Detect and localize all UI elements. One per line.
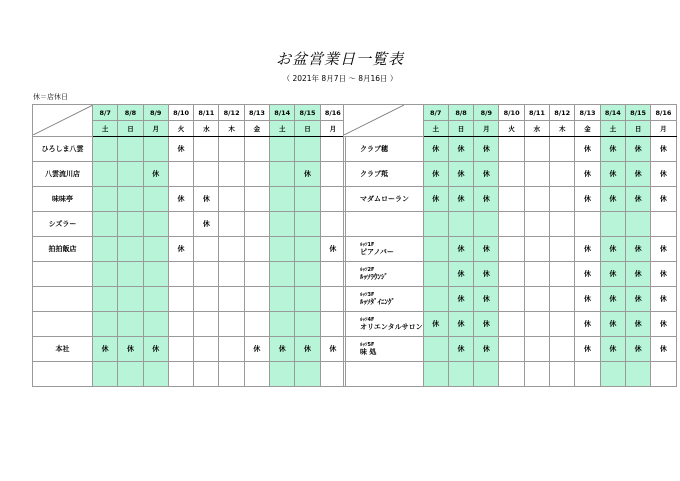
left-date-header: 8/7 [93, 105, 118, 121]
open-day-cell [143, 237, 168, 262]
open-day-cell [194, 312, 219, 337]
left-shop-name: 拍拍飯店 [33, 237, 93, 262]
open-day-cell [270, 287, 295, 312]
closed-day-cell: 休 [625, 337, 650, 362]
open-day-cell [143, 212, 168, 237]
open-day-cell [499, 187, 524, 212]
open-day-cell [320, 162, 345, 187]
open-day-cell [295, 212, 320, 237]
closed-day-cell: 休 [448, 312, 473, 337]
left-weekday-header: 土 [270, 121, 295, 137]
open-day-cell [423, 287, 448, 312]
open-day-cell [219, 237, 244, 262]
open-day-cell [219, 262, 244, 287]
closed-day-cell: 休 [244, 337, 269, 362]
open-day-cell [550, 287, 575, 312]
open-day-cell [625, 362, 650, 387]
open-day-cell [270, 237, 295, 262]
closed-day-cell: 休 [575, 262, 600, 287]
open-day-cell [550, 237, 575, 262]
open-day-cell [118, 312, 143, 337]
shop-name-label: 味 処 [360, 347, 377, 356]
left-date-header: 8/8 [118, 105, 143, 121]
closed-day-cell: 休 [448, 337, 473, 362]
closed-day-cell: 休 [651, 187, 676, 212]
open-day-cell [244, 362, 269, 387]
right-table-row [344, 237, 677, 262]
open-day-cell [219, 162, 244, 187]
left-table-row [33, 262, 346, 287]
closed-day-cell: 休 [600, 137, 625, 162]
open-day-cell [320, 187, 345, 212]
right-shop-name [344, 312, 424, 337]
open-day-cell [295, 287, 320, 312]
right-shop-name: クラブ羝 [344, 162, 424, 187]
legend-note: 休＝店休日 [33, 93, 68, 101]
open-day-cell [550, 312, 575, 337]
right-table-row [344, 137, 677, 162]
closed-day-cell: 休 [575, 237, 600, 262]
left-date-header: 8/9 [143, 105, 168, 121]
open-day-cell [575, 212, 600, 237]
open-day-cell [295, 187, 320, 212]
closed-day-cell: 休 [194, 212, 219, 237]
open-day-cell [423, 362, 448, 387]
open-day-cell [423, 212, 448, 237]
left-shop-name [33, 362, 93, 387]
closed-day-cell: 休 [651, 262, 676, 287]
open-day-cell [194, 237, 219, 262]
closed-day-cell: 休 [93, 337, 118, 362]
right-weekday-header: 土 [423, 121, 448, 137]
open-day-cell [524, 362, 549, 387]
open-day-cell [194, 337, 219, 362]
closed-day-cell: 休 [423, 187, 448, 212]
open-day-cell [118, 362, 143, 387]
left-weekday-header: 月 [320, 121, 345, 137]
open-day-cell [93, 262, 118, 287]
closed-day-cell: 休 [270, 337, 295, 362]
closed-day-cell: 休 [575, 162, 600, 187]
open-day-cell [550, 212, 575, 237]
closed-day-cell: 休 [295, 337, 320, 362]
closed-day-cell: 休 [600, 337, 625, 362]
open-day-cell [423, 262, 448, 287]
open-day-cell [168, 262, 193, 287]
closed-day-cell: 休 [448, 262, 473, 287]
open-day-cell [194, 262, 219, 287]
left-table-row [33, 162, 346, 187]
closed-day-cell: 休 [474, 337, 499, 362]
right-table-row [344, 187, 677, 212]
open-day-cell [194, 137, 219, 162]
open-day-cell [499, 212, 524, 237]
open-day-cell [524, 262, 549, 287]
diagonal-line-icon [344, 105, 404, 135]
closed-day-cell: 休 [575, 312, 600, 337]
closed-day-cell: 休 [474, 137, 499, 162]
left-shop-name: 味味亭 [33, 187, 93, 212]
right-weekday-header: 月 [474, 121, 499, 137]
right-table-row [344, 262, 677, 287]
closed-day-cell: 休 [625, 137, 650, 162]
closed-day-cell: 休 [474, 237, 499, 262]
closed-day-cell: 休 [143, 337, 168, 362]
open-day-cell [320, 137, 345, 162]
left-weekday-header: 土 [93, 121, 118, 137]
shop-name-label: ﾙｯｿﾀﾞｲﾆﾝｸﾞ [360, 297, 395, 306]
right-weekday-header: 金 [575, 121, 600, 137]
left-corner-cell [33, 105, 93, 137]
closed-day-cell: 休 [423, 137, 448, 162]
open-day-cell [270, 137, 295, 162]
closed-day-cell: 休 [423, 312, 448, 337]
open-day-cell [320, 287, 345, 312]
schedule-table-right [343, 104, 677, 387]
closed-day-cell: 休 [194, 187, 219, 212]
closed-day-cell: 休 [625, 287, 650, 312]
closed-day-cell: 休 [575, 187, 600, 212]
open-day-cell [550, 137, 575, 162]
open-day-cell [499, 312, 524, 337]
open-day-cell [625, 212, 650, 237]
open-day-cell [524, 237, 549, 262]
closed-day-cell: 休 [600, 162, 625, 187]
open-day-cell [270, 262, 295, 287]
closed-day-cell: 休 [600, 237, 625, 262]
closed-day-cell: 休 [575, 137, 600, 162]
open-day-cell [499, 287, 524, 312]
right-shop-name: クラブ穂 [344, 137, 424, 162]
left-date-header: 8/15 [295, 105, 320, 121]
shop-floor-label: ﾙｯｿ3F [360, 291, 375, 298]
open-day-cell [524, 187, 549, 212]
open-day-cell [295, 312, 320, 337]
open-day-cell [93, 187, 118, 212]
open-day-cell [600, 362, 625, 387]
closed-day-cell: 休 [143, 162, 168, 187]
left-weekday-header: 日 [118, 121, 143, 137]
left-weekday-header: 水 [194, 121, 219, 137]
closed-day-cell: 休 [651, 237, 676, 262]
open-day-cell [244, 237, 269, 262]
left-weekday-header: 日 [295, 121, 320, 137]
right-weekday-header: 土 [600, 121, 625, 137]
closed-day-cell: 休 [651, 137, 676, 162]
right-table-row [344, 162, 677, 187]
right-date-header: 8/13 [575, 105, 600, 121]
diagonal-line-icon [33, 105, 93, 135]
open-day-cell [244, 162, 269, 187]
open-day-cell [93, 362, 118, 387]
right-corner-cell [344, 105, 424, 137]
open-day-cell [143, 312, 168, 337]
open-day-cell [524, 312, 549, 337]
open-day-cell [320, 212, 345, 237]
left-shop-name: シズラー [33, 212, 93, 237]
right-table-row [344, 212, 677, 237]
open-day-cell [93, 237, 118, 262]
right-date-header: 8/7 [423, 105, 448, 121]
open-day-cell [423, 237, 448, 262]
closed-day-cell: 休 [474, 312, 499, 337]
closed-day-cell: 休 [320, 337, 345, 362]
right-weekday-header: 月 [651, 121, 676, 137]
left-shop-name: ひろしま八雲 [33, 137, 93, 162]
open-day-cell [118, 237, 143, 262]
open-day-cell [118, 162, 143, 187]
open-day-cell [270, 212, 295, 237]
open-day-cell [474, 362, 499, 387]
open-day-cell [524, 162, 549, 187]
closed-day-cell: 休 [651, 162, 676, 187]
right-date-header: 8/9 [474, 105, 499, 121]
schedule-table-left [32, 104, 346, 387]
open-day-cell [651, 362, 676, 387]
closed-day-cell: 休 [474, 287, 499, 312]
right-date-header: 8/14 [600, 105, 625, 121]
shop-name-label: ピアノバー [360, 247, 394, 256]
open-day-cell [219, 287, 244, 312]
closed-day-cell: 休 [474, 262, 499, 287]
open-day-cell [524, 287, 549, 312]
left-shop-name: 八雲流川店 [33, 162, 93, 187]
open-day-cell [320, 362, 345, 387]
open-day-cell [143, 137, 168, 162]
left-table-row [33, 287, 346, 312]
date-range: （ 2021年 8月7日 ～ 8月16日 ） [282, 74, 398, 83]
right-table-row [344, 362, 677, 387]
open-day-cell [118, 287, 143, 312]
left-table-row [33, 212, 346, 237]
shop-floor-label: ﾙｯｿ2F [360, 266, 375, 273]
shop-name-label: ﾙｯｿﾗｳﾝｼﾞ [360, 272, 388, 281]
shop-floor-label: ﾙｯｿ1F [360, 241, 375, 248]
left-table-row [33, 337, 346, 362]
open-day-cell [168, 312, 193, 337]
open-day-cell [118, 187, 143, 212]
closed-day-cell: 休 [651, 337, 676, 362]
left-table-row [33, 362, 346, 387]
open-day-cell [270, 362, 295, 387]
open-day-cell [219, 337, 244, 362]
left-date-header: 8/14 [270, 105, 295, 121]
left-date-header: 8/13 [244, 105, 269, 121]
open-day-cell [499, 237, 524, 262]
closed-day-cell: 休 [600, 287, 625, 312]
left-date-header: 8/11 [194, 105, 219, 121]
open-day-cell [118, 137, 143, 162]
left-shop-name [33, 312, 93, 337]
open-day-cell [219, 187, 244, 212]
right-date-header: 8/15 [625, 105, 650, 121]
right-shop-name [344, 337, 424, 362]
right-shop-name: マダムローラン [344, 187, 424, 212]
open-day-cell [550, 162, 575, 187]
open-day-cell [550, 337, 575, 362]
open-day-cell [93, 137, 118, 162]
left-weekday-header: 火 [168, 121, 193, 137]
closed-day-cell: 休 [448, 162, 473, 187]
open-day-cell [194, 162, 219, 187]
open-day-cell [93, 162, 118, 187]
open-day-cell [550, 262, 575, 287]
open-day-cell [499, 337, 524, 362]
right-date-header: 8/8 [448, 105, 473, 121]
open-day-cell [295, 137, 320, 162]
open-day-cell [219, 212, 244, 237]
right-date-header: 8/10 [499, 105, 524, 121]
open-day-cell [499, 137, 524, 162]
closed-day-cell: 休 [168, 137, 193, 162]
left-table-row [33, 137, 346, 162]
left-weekday-header: 金 [244, 121, 269, 137]
open-day-cell [143, 187, 168, 212]
closed-day-cell: 休 [625, 237, 650, 262]
right-date-header: 8/12 [550, 105, 575, 121]
open-day-cell [244, 187, 269, 212]
open-day-cell [244, 287, 269, 312]
open-day-cell [600, 212, 625, 237]
closed-day-cell: 休 [600, 187, 625, 212]
right-table-row [344, 337, 677, 362]
closed-day-cell: 休 [625, 262, 650, 287]
open-day-cell [168, 287, 193, 312]
open-day-cell [651, 212, 676, 237]
right-shop-name [344, 262, 424, 287]
open-day-cell [499, 162, 524, 187]
left-table-row [33, 187, 346, 212]
left-shop-name [33, 287, 93, 312]
open-day-cell [244, 262, 269, 287]
open-day-cell [270, 162, 295, 187]
open-day-cell [118, 212, 143, 237]
right-weekday-header: 火 [499, 121, 524, 137]
open-day-cell [575, 362, 600, 387]
left-shop-name: 本社 [33, 337, 93, 362]
right-table-row [344, 287, 677, 312]
closed-day-cell: 休 [625, 187, 650, 212]
open-day-cell [93, 287, 118, 312]
closed-day-cell: 休 [448, 237, 473, 262]
right-shop-name [344, 237, 424, 262]
right-shop-name [344, 287, 424, 312]
closed-day-cell: 休 [448, 137, 473, 162]
shop-name-label: オリエンタルサロン [360, 322, 423, 331]
left-table-row [33, 237, 346, 262]
right-weekday-header: 水 [524, 121, 549, 137]
open-day-cell [270, 312, 295, 337]
closed-day-cell: 休 [625, 312, 650, 337]
closed-day-cell: 休 [295, 162, 320, 187]
closed-day-cell: 休 [474, 162, 499, 187]
open-day-cell [448, 362, 473, 387]
open-day-cell [550, 362, 575, 387]
open-day-cell [118, 262, 143, 287]
closed-day-cell: 休 [474, 187, 499, 212]
open-day-cell [93, 212, 118, 237]
open-day-cell [320, 312, 345, 337]
right-weekday-header: 木 [550, 121, 575, 137]
left-table-row [33, 312, 346, 337]
open-day-cell [219, 137, 244, 162]
closed-day-cell: 休 [651, 312, 676, 337]
open-day-cell [244, 137, 269, 162]
shop-floor-label: ﾙｯｿ5F [360, 341, 375, 348]
closed-day-cell: 休 [118, 337, 143, 362]
open-day-cell [143, 362, 168, 387]
left-weekday-header: 木 [219, 121, 244, 137]
open-day-cell [93, 312, 118, 337]
right-weekday-header: 日 [448, 121, 473, 137]
closed-day-cell: 休 [600, 262, 625, 287]
left-date-header: 8/12 [219, 105, 244, 121]
open-day-cell [194, 362, 219, 387]
open-day-cell [448, 212, 473, 237]
right-date-header: 8/16 [651, 105, 676, 121]
left-weekday-header: 月 [143, 121, 168, 137]
open-day-cell [194, 287, 219, 312]
open-day-cell [474, 212, 499, 237]
left-date-header: 8/10 [168, 105, 193, 121]
open-day-cell [295, 262, 320, 287]
open-day-cell [143, 287, 168, 312]
open-day-cell [168, 162, 193, 187]
closed-day-cell: 休 [600, 312, 625, 337]
closed-day-cell: 休 [575, 287, 600, 312]
closed-day-cell: 休 [625, 162, 650, 187]
left-date-header: 8/16 [320, 105, 345, 121]
open-day-cell [219, 312, 244, 337]
open-day-cell [524, 337, 549, 362]
right-shop-name [344, 212, 424, 237]
open-day-cell [524, 137, 549, 162]
open-day-cell [168, 212, 193, 237]
shop-floor-label: ﾙｯｿ4F [360, 316, 375, 323]
closed-day-cell: 休 [448, 287, 473, 312]
open-day-cell [219, 362, 244, 387]
open-day-cell [499, 362, 524, 387]
open-day-cell [168, 362, 193, 387]
open-day-cell [423, 337, 448, 362]
right-table-row [344, 312, 677, 337]
open-day-cell [295, 237, 320, 262]
closed-day-cell: 休 [448, 187, 473, 212]
page-title: お盆営業日一覧表 [275, 50, 404, 68]
open-day-cell [524, 212, 549, 237]
open-day-cell [499, 262, 524, 287]
closed-day-cell: 休 [168, 187, 193, 212]
open-day-cell [168, 337, 193, 362]
open-day-cell [244, 312, 269, 337]
right-weekday-header: 日 [625, 121, 650, 137]
open-day-cell [270, 187, 295, 212]
closed-day-cell: 休 [423, 162, 448, 187]
right-date-header: 8/11 [524, 105, 549, 121]
closed-day-cell: 休 [168, 237, 193, 262]
open-day-cell [143, 262, 168, 287]
closed-day-cell: 休 [651, 287, 676, 312]
open-day-cell [295, 362, 320, 387]
closed-day-cell: 休 [575, 337, 600, 362]
right-shop-name [344, 362, 424, 387]
open-day-cell [244, 212, 269, 237]
open-day-cell [550, 187, 575, 212]
left-shop-name [33, 262, 93, 287]
closed-day-cell: 休 [320, 237, 345, 262]
open-day-cell [320, 262, 345, 287]
